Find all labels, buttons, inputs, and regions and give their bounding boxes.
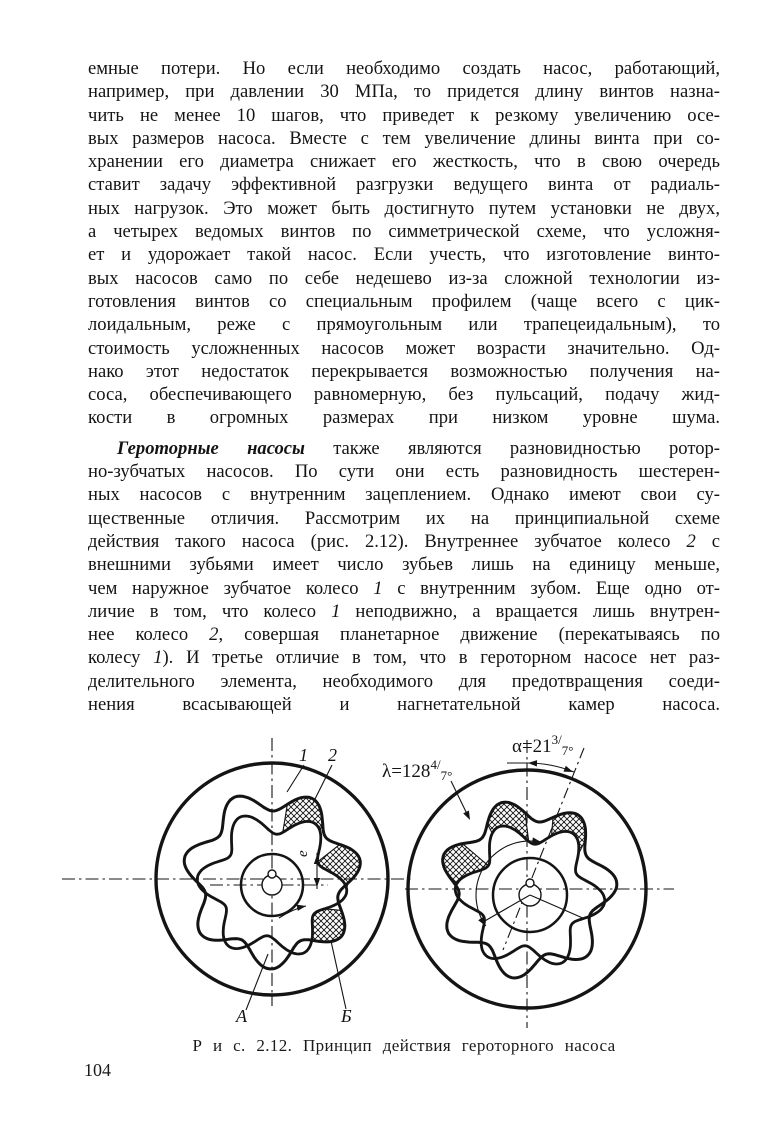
text-segment: с внутренним зубом. Еще одно от- xyxy=(382,577,721,599)
text-segment: также являются разновидностью ротор- xyxy=(304,437,720,459)
alpha-arc-arrowhead xyxy=(528,760,537,766)
text-line xyxy=(88,600,720,623)
alpha-arc-arrowhead xyxy=(563,766,573,772)
text-line xyxy=(88,220,720,243)
text-line xyxy=(88,360,720,383)
keyway-notch xyxy=(526,879,534,887)
text-segment: ных насосов с внутренним зацеплением. Однако имеют свои су- xyxy=(88,484,720,506)
wheel-1-label: 1 xyxy=(299,745,308,765)
text-line xyxy=(88,197,720,220)
eccentricity-label: e xyxy=(295,850,311,857)
text-segment: ). И третье отличие в том, что в героторном насосе нет раз- xyxy=(162,647,720,669)
text-segment: нения всасывающей и нагнетательной камер насоса. xyxy=(88,694,720,716)
chamber-b-label: Б xyxy=(341,1006,352,1026)
text-segment: например, при давлении 30 МПа, то придется длину винтов назна- xyxy=(88,81,720,103)
text-line xyxy=(88,530,720,553)
text-segment: личие в том, что колесо xyxy=(88,600,332,622)
text-line xyxy=(88,127,720,150)
text-line xyxy=(88,243,720,266)
text-line xyxy=(88,337,720,360)
text-segment: соса, обеспечивающего равномерную, без пульсаций, подачу жид- xyxy=(88,384,720,406)
figure-gerotor xyxy=(60,726,720,1042)
text-line xyxy=(88,57,720,80)
page-number: 104 xyxy=(84,1060,111,1080)
lambda-arrowhead xyxy=(463,811,470,820)
text-segment: колесу xyxy=(88,647,154,669)
text-line xyxy=(88,290,720,313)
text-segment: нако этот недостаток перекрывается возможностью получения на- xyxy=(88,360,720,382)
text-segment: 2 xyxy=(686,530,696,552)
text-segment: с xyxy=(695,530,720,552)
paragraph xyxy=(88,437,720,717)
leader-chamber-b xyxy=(331,941,346,1009)
text-segment: внешними зубьями имеет число зубьев лишь на единицу меньше, xyxy=(88,554,720,576)
text-segment: чить не менее 10 шагов, что приведет к резкому увеличению осе- xyxy=(88,104,720,126)
text-segment: 1 xyxy=(153,647,163,669)
text-segment: нее колесо xyxy=(88,624,210,646)
text-segment: готовления винтов со специальным профилем (чаще всего с цик- xyxy=(88,290,720,312)
text-segment: чем наружное зубчатое колесо xyxy=(88,577,374,599)
text-line xyxy=(88,437,720,460)
text-segment: емные потери. Но если необходимо создать насос, работающий, xyxy=(88,58,720,79)
chamber-a-label: А xyxy=(236,1006,247,1026)
paragraph xyxy=(88,57,720,430)
text-segment: но-зубчатых насосов. По сути они есть разновидность шестерен- xyxy=(88,461,720,483)
text-segment: ет и удорожает такой насос. Если учесть, что изготовление винто- xyxy=(88,244,720,266)
text-line xyxy=(88,553,720,576)
text-line xyxy=(88,670,720,693)
text-line xyxy=(88,460,720,483)
text-line xyxy=(88,104,720,127)
alpha-label: $\alpha=21^{3/}_{7^\circ}$ xyxy=(512,732,574,758)
left-diagram xyxy=(62,738,412,1010)
text-segment: 2 xyxy=(209,624,219,646)
text-segment: делительного элемента, необходимого для предотвращения соеди- xyxy=(88,670,720,692)
figure-caption: Р и с. 2.12. Принцип действия героторного насоса xyxy=(192,1036,616,1055)
text-block xyxy=(88,57,720,716)
text-line xyxy=(88,406,720,429)
text-line xyxy=(88,693,720,716)
keyway-notch xyxy=(268,870,276,878)
text-segment: щественные отличия. Рассмотрим их на принципиальной схеме xyxy=(88,507,720,529)
text-line xyxy=(88,313,720,336)
text-segment: вых размеров насоса. Вместе с тем увеличение длины винта при со- xyxy=(88,127,720,149)
text-line xyxy=(88,173,720,196)
right-diagram xyxy=(405,740,674,1028)
text-segment: вых насосов само по себе недешево из-за сложной технологии из- xyxy=(88,267,720,289)
text-line xyxy=(88,483,720,506)
gerotor-diagram-svg xyxy=(60,726,720,1042)
text-segment: лоидальным, реже с прямоугольным или трапецеидальным), то xyxy=(88,314,720,336)
text-line xyxy=(88,383,720,406)
text-line xyxy=(88,150,720,173)
text-segment: неподвижно, а вращается лишь внутрен- xyxy=(340,600,720,622)
lambda-label: $\lambda=128^{4/}_{7^\circ}$ xyxy=(382,757,453,783)
text-segment: 1 xyxy=(331,600,341,622)
text-segment: Героторные насосы xyxy=(117,437,305,459)
text-line xyxy=(88,267,720,290)
text-segment: 1 xyxy=(373,577,383,599)
text-segment: хранении его диаметра снижает его жесткость, что в свою очередь xyxy=(88,151,720,173)
text-line xyxy=(88,623,720,646)
text-segment: стоимость усложненных насосов может возрасти значительно. Од- xyxy=(88,337,720,359)
text-segment: кости в огромных размерах при низком уровне шума. xyxy=(88,407,720,429)
text-line xyxy=(88,80,720,103)
text-line xyxy=(88,646,720,669)
text-segment: а четырех ведомых винтов по симметрической схеме, что усложня- xyxy=(88,221,720,243)
wheel-2-label: 2 xyxy=(328,745,337,765)
text-segment: ставит задачу эффективной разгрузки ведущего винта от радиаль- xyxy=(88,174,720,196)
leader-wheel-1 xyxy=(287,765,304,792)
text-line xyxy=(88,577,720,600)
text-segment: действия такого насоса (рис. 2.12). Внутреннее зубчатое колесо xyxy=(88,530,687,552)
text-line xyxy=(88,507,720,530)
text-segment: ных нагрузок. Это может быть достигнуто путем установки не двух, xyxy=(88,197,720,219)
text-segment: , совершая планетарное движение (перекатываясь по xyxy=(218,624,720,646)
